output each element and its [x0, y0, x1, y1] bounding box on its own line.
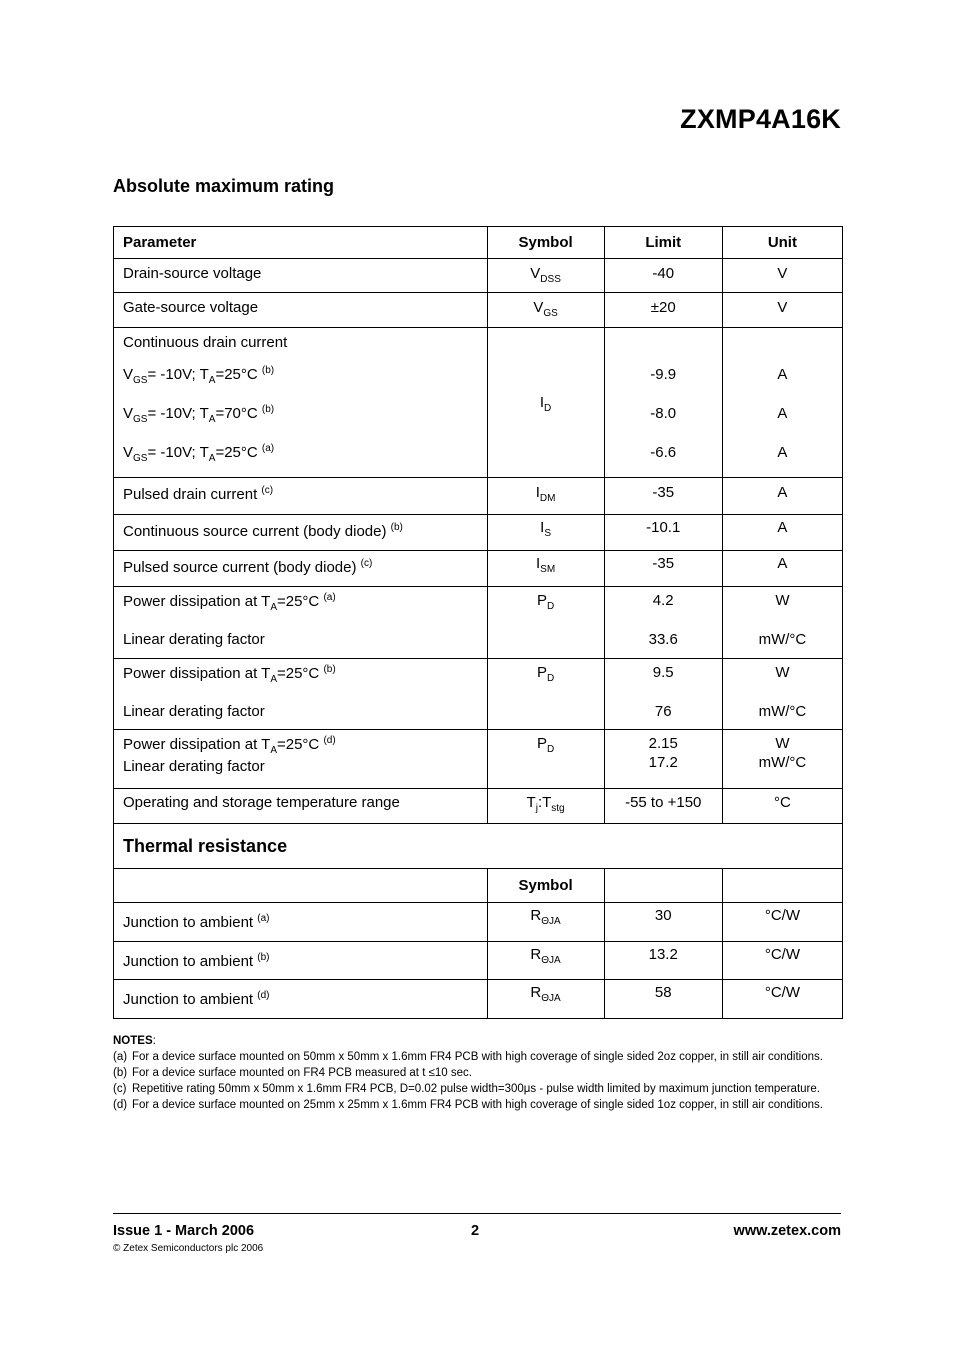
table-row: Pulsed drain current $^{(c)}$ $I_{DM}$ -35 A: [114, 478, 843, 515]
footer-website-link[interactable]: www.zetex.com: [733, 1223, 841, 1239]
row-symbol-sub: GS: [543, 308, 558, 319]
row-limit: -55 to +150: [604, 789, 722, 824]
derating-label: Linear derating factor: [123, 758, 265, 775]
header-limit: Limit: [604, 227, 722, 259]
row-unit: mW/°C: [758, 631, 807, 648]
row-symbol-sub: DSS: [540, 274, 561, 285]
table-row: Junction to ambient $^{(d)}$ $R_{\Theta JA}$ 58 °C/W: [114, 980, 843, 1019]
note-item: (a) For a device surface mounted on 50mm x 50mm x 1.6mm FR4 PCB with high coverage of single sided 2oz copper, in still air conditions.: [113, 1051, 823, 1063]
row-parameter: Pulsed drain current: [123, 486, 262, 503]
row-symbol: T: [526, 794, 536, 811]
table-header-row: [114, 227, 843, 259]
table-row: Junction to ambient $^{(b)}$ $R_{\Theta JA}$ 13.2 °C/W: [114, 942, 843, 980]
footer-copyright: © Zetex Semiconductors plc 2006: [113, 1243, 264, 1254]
row-parameter: Junction to ambient: [123, 914, 258, 931]
table-row: Power dissipation at $T_A=25^\circ C$ $^{(a)}$ Linear derating factor $P_D$ 4.2 33.6 W mW/°C: [114, 587, 843, 659]
condition-line: $V_{GS}= -10V$; $T_A=25^\circ C$ $^{(a)}$: [123, 443, 275, 464]
table-row: Continuous drain current $V_{GS}= -10V$; $T_A=25^\circ C$ $^{(b)}$ $V_{GS}= -10V$; $T_A=70^\circ C$ $^{(b)}$ $V_{GS}= -10V$; $T_A=25^\circ C$ $^{(a)}$ $I_D$ -9.9 -8.0 -6.6 A A A: [114, 328, 843, 478]
row-limit: -10.1: [604, 515, 722, 551]
note-item: (d) For a device surface mounted on 25mm x 25mm x 1.6mm FR4 PCB with high coverage of single sided 1oz copper, in still air conditions.: [113, 1099, 823, 1111]
row-unit: V: [722, 293, 842, 328]
row-symbol: V: [530, 265, 541, 282]
row-unit: W: [775, 735, 790, 752]
section-title: Absolute maximum rating: [113, 176, 335, 196]
row-limit: ±20: [604, 293, 722, 328]
table-row: Power dissipation at $T_A=25^\circ C$ $^{(b)}$ Linear derating factor $P_D$ 9.5 76 W mW/°C: [114, 659, 843, 730]
header-unit: Unit: [722, 227, 842, 259]
row-unit: A: [722, 478, 842, 515]
row-limit: 13.2: [604, 942, 722, 980]
table-row: Pulsed source current (body diode) $^{(c)}$ $I_{SM}$ -35 A: [114, 551, 843, 587]
footer-issue: Issue 1 - March 2006: [113, 1223, 255, 1239]
notes-heading: NOTES:: [113, 1035, 156, 1047]
row-limit: 58: [604, 980, 722, 1019]
row-symbol: I: [535, 484, 540, 501]
table-row: Junction to ambient $^{(a)}$ $R_{\Theta JA}$ 30 °C/W: [114, 903, 843, 942]
row-symbol: R: [530, 946, 542, 963]
row-parameter: Power dissipation at T: [123, 736, 271, 753]
row-limit: 17.2: [648, 754, 678, 771]
row-parameter: Pulsed source current (body diode): [123, 559, 361, 576]
row-symbol: V: [533, 299, 544, 316]
row-limit: -35: [604, 478, 722, 515]
row-parameter: Operating and storage temperature range: [123, 794, 400, 811]
thermal-title: Thermal resistance: [114, 824, 843, 869]
part-number: ZXMP4A16K: [680, 104, 841, 134]
row-unit: A: [722, 551, 842, 587]
row-unit: mW/°C: [758, 703, 807, 720]
row-limit: -40: [604, 259, 722, 293]
condition-line: $V_{GS}= -10V$; $T_A=25^\circ C$ $^{(b)}$: [123, 365, 275, 386]
row-symbol: I: [535, 555, 541, 572]
row-limit: 9.5: [652, 664, 674, 681]
row-limit: 33.6: [648, 631, 678, 648]
note-item: (c) Repetitive rating 50mm x 50mm x 1.6mm FR4 PCB, D=0.02 pulse width=300μs - pulse width limited by maximum junction temperature.: [113, 1083, 820, 1095]
row-unit: W: [775, 592, 790, 609]
row-limit: -35: [604, 551, 722, 587]
row-limit: -8.0: [650, 405, 677, 422]
row-limit: -9.9: [650, 366, 677, 383]
row-parameter: Junction to ambient: [123, 953, 258, 970]
row-limit: 76: [654, 703, 672, 720]
row-parameter: Power dissipation at T: [123, 665, 271, 682]
row-limit: 2.15: [648, 735, 678, 752]
row-parameter: Junction to ambient: [123, 991, 258, 1008]
thermal-header-symbol: Symbol: [487, 869, 604, 903]
thermal-title-row: [114, 824, 843, 869]
row-unit: A: [722, 515, 842, 551]
row-unit: °C/W: [722, 903, 842, 942]
row-parameter: Power dissipation at T: [123, 593, 271, 610]
row-limit: 30: [604, 903, 722, 942]
notes-section: [113, 1033, 841, 1113]
table-row: [114, 259, 843, 293]
row-limit: 4.2: [652, 592, 674, 609]
header-symbol: Symbol: [487, 227, 604, 259]
condition-line: $V_{GS}= -10V$; $T_A=70^\circ C$ $^{(b)}$: [123, 404, 275, 425]
row-symbol: P: [536, 592, 547, 609]
row-unit: °C: [722, 789, 842, 824]
row-parameter: Continuous source current (body diode): [123, 523, 391, 540]
row-unit: V: [722, 259, 842, 293]
row-unit: A: [777, 366, 788, 383]
table-row: Continuous source current (body diode) $^{(b)}$ $I_S$ -10.1 A: [114, 515, 843, 551]
row-unit: °C/W: [722, 980, 842, 1019]
row-symbol: R: [530, 984, 542, 1001]
table-row: Operating and storage temperature range $T_j:T_{stg}$ -55 to +150 °C: [114, 789, 843, 824]
row-limit: -6.6: [650, 444, 677, 461]
table-row: Power dissipation at $T_A=25^\circ C$ $^{(d)}$ Linear derating factor $P_D$ 2.15 17.2 W mW/°C: [114, 730, 843, 789]
footer-page-number: 2: [471, 1223, 480, 1239]
ratings-table: [113, 226, 843, 1019]
derating-label: Linear derating factor: [123, 631, 265, 648]
row-unit: W: [775, 664, 790, 681]
table-row: [114, 293, 843, 328]
row-unit: A: [777, 444, 788, 461]
row-symbol: I: [539, 394, 545, 411]
row-parameter: Gate-source voltage: [123, 299, 259, 316]
derating-label: Linear derating factor: [123, 703, 265, 720]
row-parameter: Continuous drain current: [123, 334, 288, 351]
row-unit: °C/W: [722, 942, 842, 980]
row-parameter: Drain-source voltage: [123, 265, 262, 282]
footer-divider: [113, 1213, 841, 1214]
row-symbol: I: [540, 519, 545, 536]
note-item: (b) For a device surface mounted on FR4 PCB measured at t ≤10 sec.: [113, 1067, 472, 1079]
thermal-header-row: [114, 869, 843, 903]
row-symbol: P: [536, 735, 547, 752]
header-parameter: Parameter: [114, 227, 488, 259]
row-symbol: P: [536, 664, 547, 681]
row-unit: A: [777, 405, 788, 422]
row-unit: mW/°C: [758, 754, 807, 771]
row-symbol: R: [530, 907, 542, 924]
